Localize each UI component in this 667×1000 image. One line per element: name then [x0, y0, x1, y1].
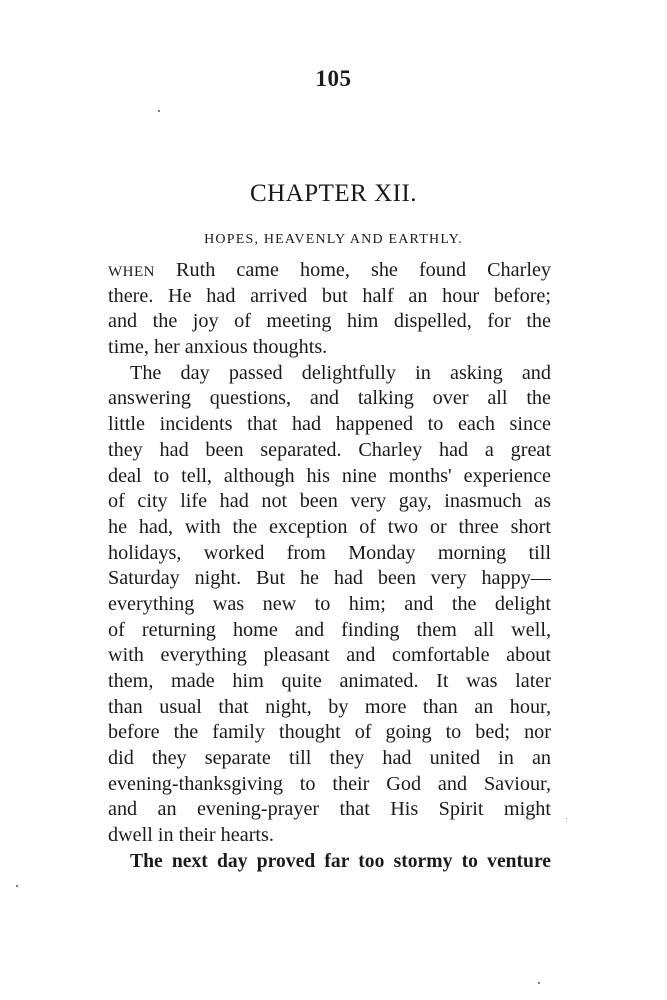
text-line: dwell in their hearts. — [108, 824, 274, 847]
opening-word: WHEN — [108, 264, 155, 280]
paper-speck — [16, 885, 18, 887]
chapter-subtitle: HOPES, HEAVENLY AND EARTHLY. — [204, 232, 463, 247]
page-number: 105 — [315, 66, 352, 91]
chapter-title: CHAPTER XII. — [249, 180, 418, 207]
text-line: Saturday night. But he had been very happy— — [108, 567, 551, 590]
paper-speck — [538, 982, 540, 984]
text-line: of returning home and finding them all well, — [108, 618, 551, 641]
text-line: and an evening-prayer that His Spirit might — [108, 798, 551, 821]
text-line: he had, with the exception of two or three short — [108, 515, 551, 538]
text-line: deal to tell, although his nine months' experience — [108, 464, 551, 487]
text-line: evening-thanksgiving to their God and Saviour, — [108, 772, 551, 795]
text-line: holidays, worked from Monday morning till — [108, 541, 551, 564]
text-line: and the joy of meeting him dispelled, for the — [108, 310, 551, 333]
text-line: answering questions, and talking over all the — [108, 387, 551, 410]
text-line: than usual that night, by more than an hour, — [108, 695, 551, 718]
text-line — [108, 258, 551, 284]
text-line: little incidents that had happened to each since — [108, 413, 551, 436]
text-line: The next day proved far too stormy to venture — [130, 850, 551, 872]
paper-speck — [566, 818, 567, 819]
paper-speck — [158, 110, 160, 112]
text-line: they had been separated. Charley had a great — [108, 438, 551, 461]
text-line: of city life had not been very gay, inasmuch as — [108, 490, 551, 513]
text-line: them, made him quite animated. It was later — [108, 670, 551, 692]
text-line: did they separate till they had united in an — [108, 747, 551, 770]
text-line: before the family thought of going to bed; nor — [108, 721, 551, 744]
text-line: with everything pleasant and comfortable about — [108, 644, 551, 667]
line-text: Ruth came home, she found Charley — [155, 259, 551, 281]
text-line: time, her anxious thoughts. — [108, 336, 328, 359]
text-line: everything was new to him; and the delight — [108, 592, 551, 615]
text-line: there. He had arrived but half an hour before; — [108, 284, 551, 307]
text-line: The day passed delightfully in asking and — [130, 361, 551, 384]
body-text — [108, 258, 551, 875]
